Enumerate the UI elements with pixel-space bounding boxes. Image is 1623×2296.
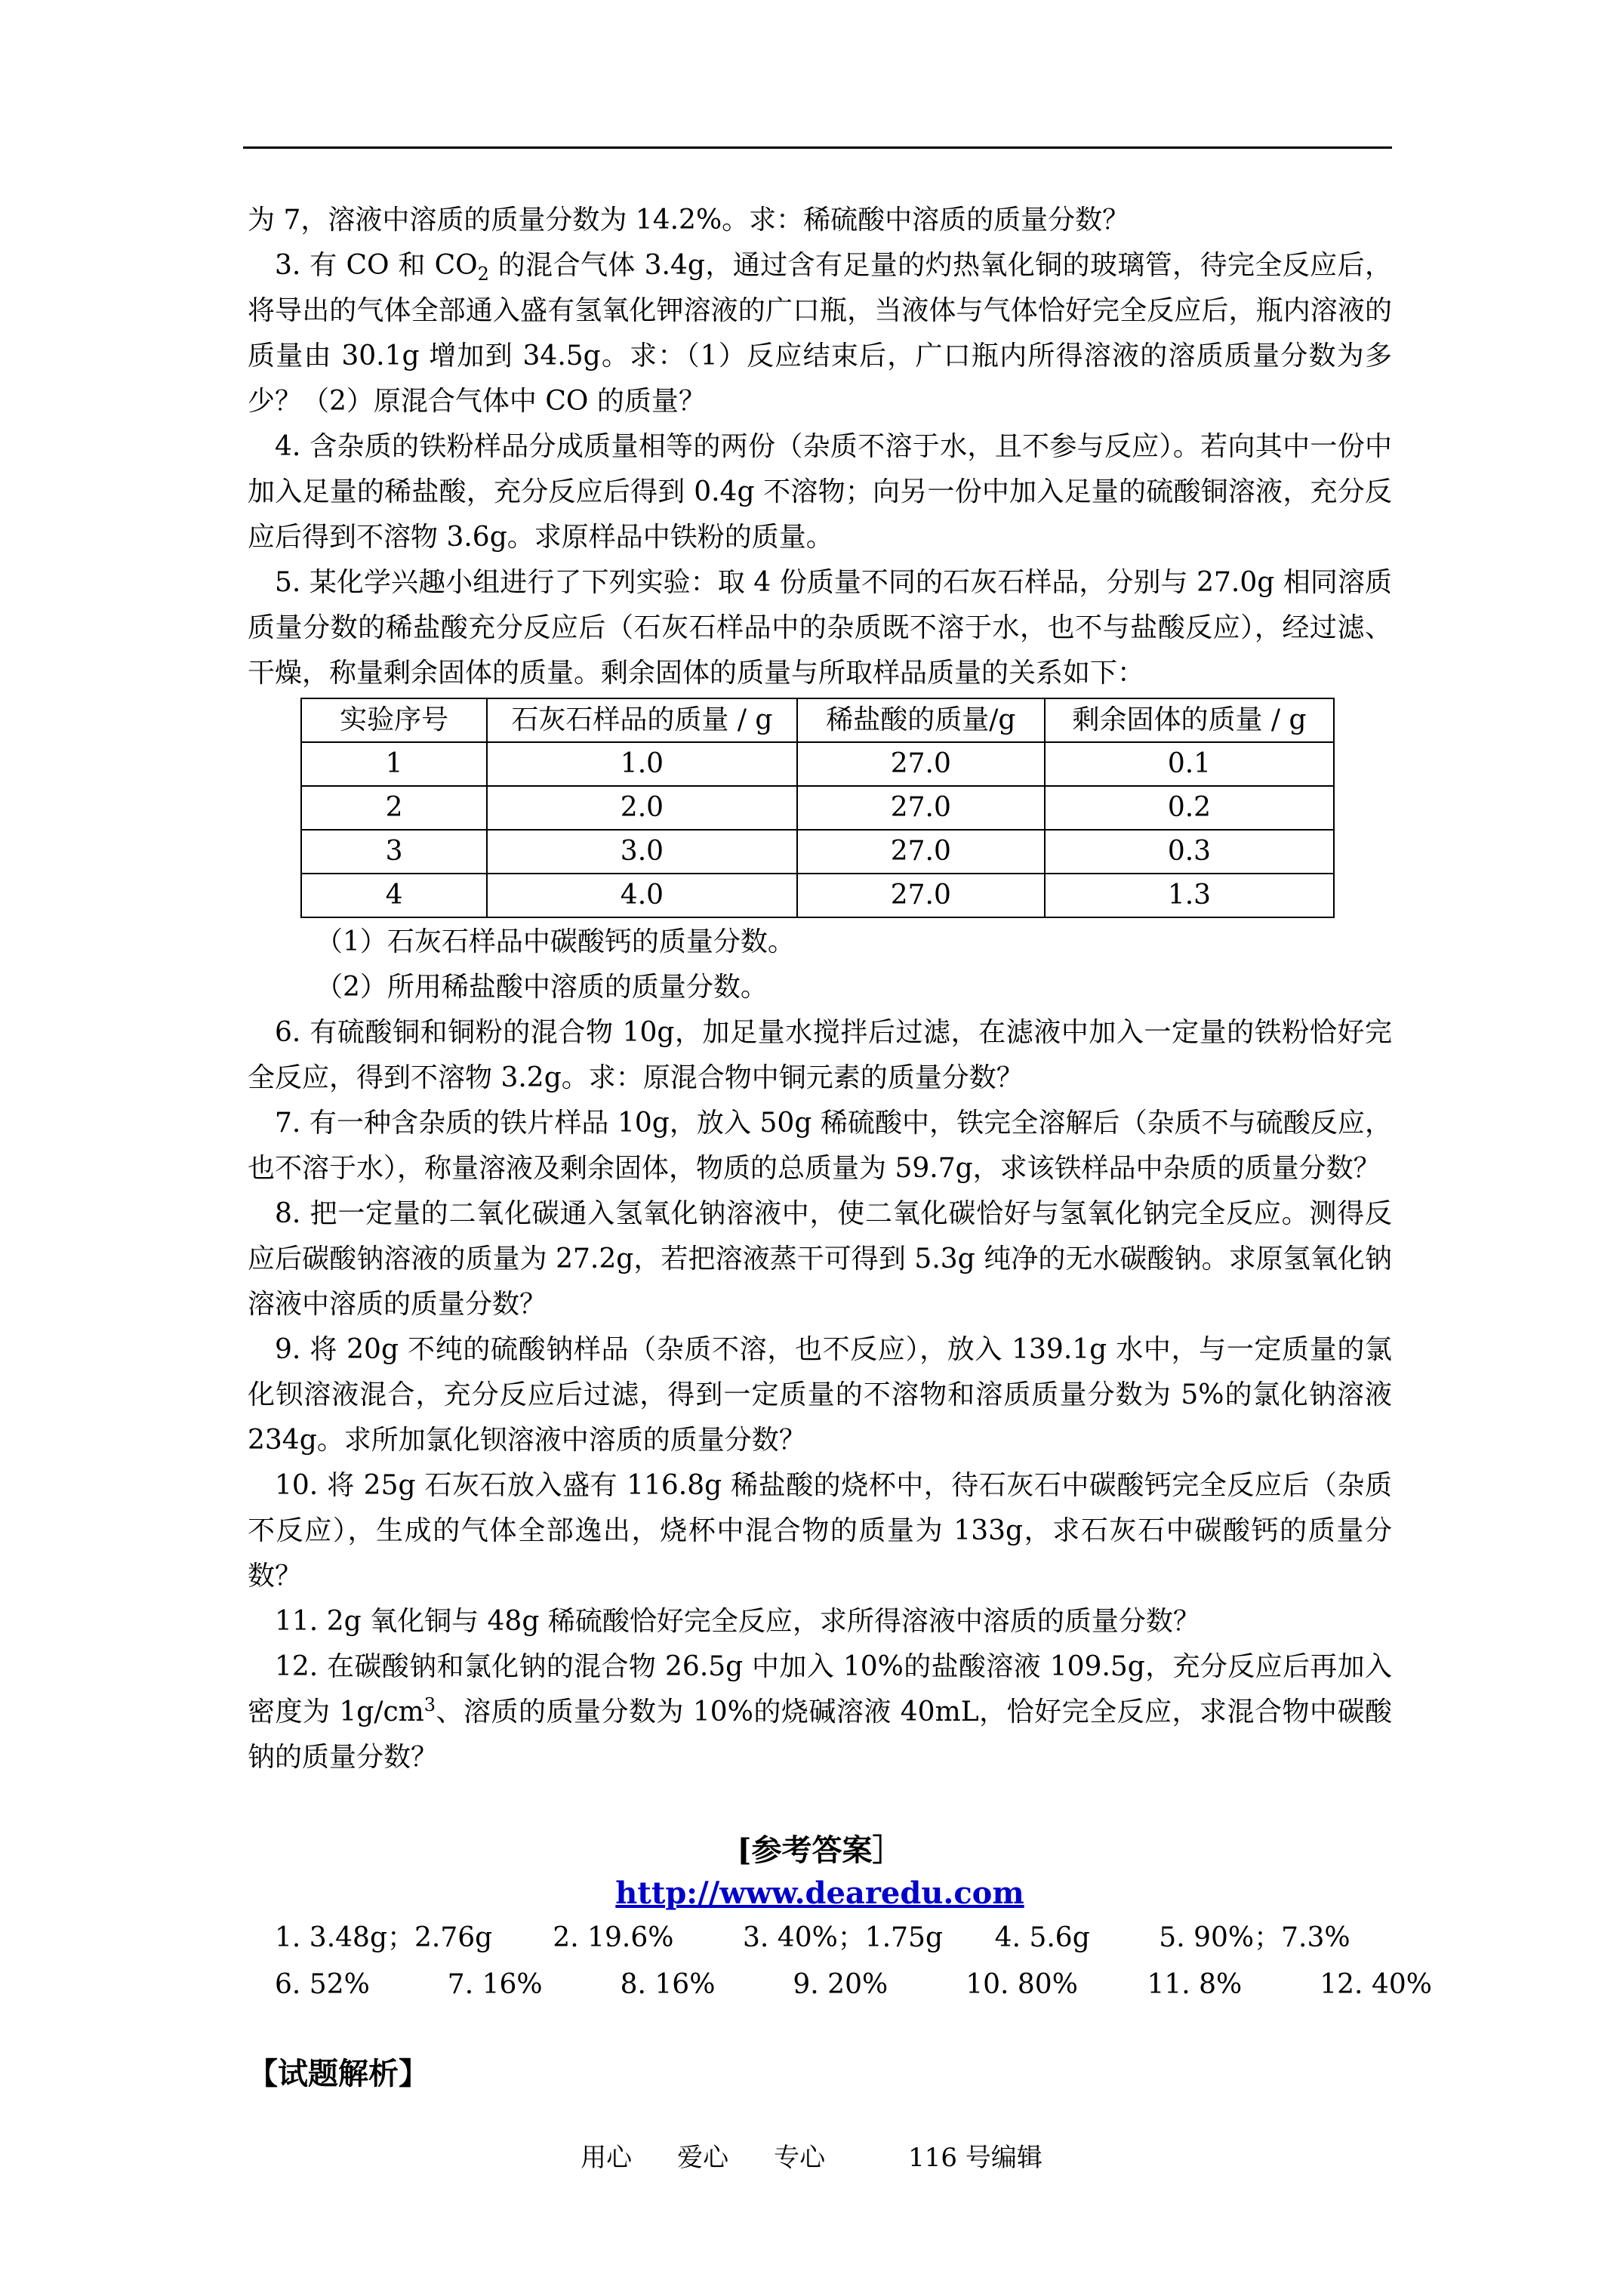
answer-title: [参考答案］ [737,1832,903,1868]
table-cell: 1.0 [487,742,796,786]
intro-line: 为 7，溶液中溶质的质量分数为 14.2%。求：稀硫酸中溶质的质量分数？ [248,205,1130,236]
table-cell: 27.0 [797,874,1045,917]
table-row [301,830,1334,874]
table-cell: 3.0 [487,830,796,874]
question-3-part1: 3. 有 CO 和 CO [275,250,478,281]
answer-link[interactable]: http://www.dearedu.com [615,1875,1024,1911]
problem-content [248,198,1392,1780]
question-3-part2: 的混合气体 3.4g，通过含有足量的灼热氧化铜的玻璃管，待完全反应后，将导出的气体全部通入盛有氢氧化钾溶液的广口瓶，当液体与气体恰好完全反应后，瓶内溶液的质量由 30.1g 增加到 34.5g。求：（1）反应结束后，广口瓶内所得溶液的溶质质量分数为多少？（2）原混合气体中 CO 的质量？ [248,250,1392,417]
footer-item: 116 号编辑 [908,2143,1042,2173]
table-header-cell: 剩余固体的质量 / g [1045,698,1334,742]
question-3 [248,243,1392,424]
question-5: 5. 某化学兴趣小组进行了下列实验：取 4 份质量不同的石灰石样品，分别与 27.0g 相同溶质质量分数的稀盐酸充分反应后（石灰石样品中的杂质既不溶于水，也不与盐酸反应），经过滤、干燥，称量剩余固体的质量。剩余固体的质量与所取样品质量的关系如下： [248,567,1392,689]
table-cell: 27.0 [797,830,1045,874]
table-cell: 1 [301,742,487,786]
table-header-cell: 稀盐酸的质量/g [797,698,1045,742]
footer-item: 用心 [581,2143,633,2173]
answer-section [248,1829,1432,2008]
question-12-part1: 12. 在碳酸钠和氯化钠的混合物 26.5g 中加入 10%的盐酸溶液 109.5g，充分反应后再加入密度为 1g/cm [248,1651,1392,1727]
question-4: 4. 含杂质的铁粉样品分成质量相等的两份（杂质不溶于水，且不参与反应）。若向其中一份中加入足量的稀盐酸，充分反应后得到 0.4g 不溶物；向另一份中加入足量的硫酸铜溶液，充分反应后得到不溶物 3.6g。求原样品中铁粉的质量。 [248,431,1392,553]
question-5-sub-2: （2）所用稀盐酸中溶质的质量分数。 [316,972,768,1003]
table-header-row [301,698,1334,742]
question-7: 7. 有一种含杂质的铁片样品 10g，放入 50g 稀硫酸中，铁完全溶解后（杂质不与硫酸反应，也不溶于水），称量溶液及剩余固体，物质的总质量为 59.7g，求该铁样品中杂质的质量分数？ [248,1108,1392,1184]
answers-line-1: 1. 3.48g；2.76g 2. 19.6% 3. 40%；1.75g 4. 5.6g 5. 90%；7.3% [275,1922,1350,1953]
question-5-sub-1: （1）石灰石样品中碳酸钙的质量分数。 [316,926,795,957]
footer-item: 专心 [774,2143,826,2173]
experiment-table [300,698,1335,918]
question-6: 6. 有硫酸铜和铜粉的混合物 10g，加足量水搅拌后过滤，在滤液中加入一定量的铁粉恰好完全反应，得到不溶物 3.2g。求：原混合物中铜元素的质量分数？ [248,1017,1392,1093]
question-12 [248,1644,1392,1780]
table-cell: 0.3 [1045,830,1334,874]
table-cell: 27.0 [797,786,1045,830]
footer-item: 爱心 [677,2143,729,2173]
table-row [301,874,1334,917]
question-12-superscript: 3 [423,1694,436,1715]
answers-line-2: 6. 52% 7. 16% 8. 16% 9. 20% 10. 80% 11. 8% 12. 40% [275,1969,1432,2000]
table-header-cell: 石灰石样品的质量 / g [487,698,796,742]
table-cell: 2 [301,786,487,830]
table-header-cell: 实验序号 [301,698,487,742]
question-8: 8. 把一定量的二氧化碳通入氢氧化钠溶液中，使二氧化碳恰好与氢氧化钠完全反应。测得反应后碳酸钠溶液的质量为 27.2g，若把溶液蒸干可得到 5.3g 纯净的无水碳酸钠。求原氢氧化钠溶液中溶质的质量分数？ [248,1198,1392,1320]
question-11: 11. 2g 氧化铜与 48g 稀硫酸恰好完全反应，求所得溶液中溶质的质量分数？ [275,1606,1200,1637]
question-9: 9. 将 20g 不纯的硫酸钠样品（杂质不溶，也不反应），放入 139.1g 水中，与一定质量的氯化钡溶液混合，充分反应后过滤，得到一定质量的不溶物和溶质质量分数为 5%的氯化钠溶液 234g。求所加氯化钡溶液中溶质的质量分数？ [248,1334,1392,1456]
table-cell: 0.1 [1045,742,1334,786]
question-12-part2: 、溶质的质量分数为 10%的烧碱溶液 40mL，恰好完全反应，求混合物中碳酸钠的质量分数？ [248,1697,1392,1773]
table-cell: 4 [301,874,487,917]
table-cell: 4.0 [487,874,796,917]
header-rule [243,146,1392,149]
table-cell: 3 [301,830,487,874]
table-cell: 1.3 [1045,874,1334,917]
table-cell: 0.2 [1045,786,1334,830]
question-10: 10. 将 25g 石灰石放入盛有 116.8g 稀盐酸的烧杯中，待石灰石中碳酸钙完全反应后（杂质不反应），生成的气体全部逸出，烧杯中混合物的质量为 133g，求石灰石中碳酸钙的质量分数？ [248,1470,1392,1592]
experiment-table-wrap [300,698,1335,918]
table-row [301,742,1334,786]
table-cell: 2.0 [487,786,796,830]
table-cell: 27.0 [797,742,1045,786]
page-footer [0,2139,1623,2177]
table-row [301,786,1334,830]
analysis-title: 【试题解析】 [248,2056,429,2091]
question-3-subscript: 2 [477,264,489,285]
